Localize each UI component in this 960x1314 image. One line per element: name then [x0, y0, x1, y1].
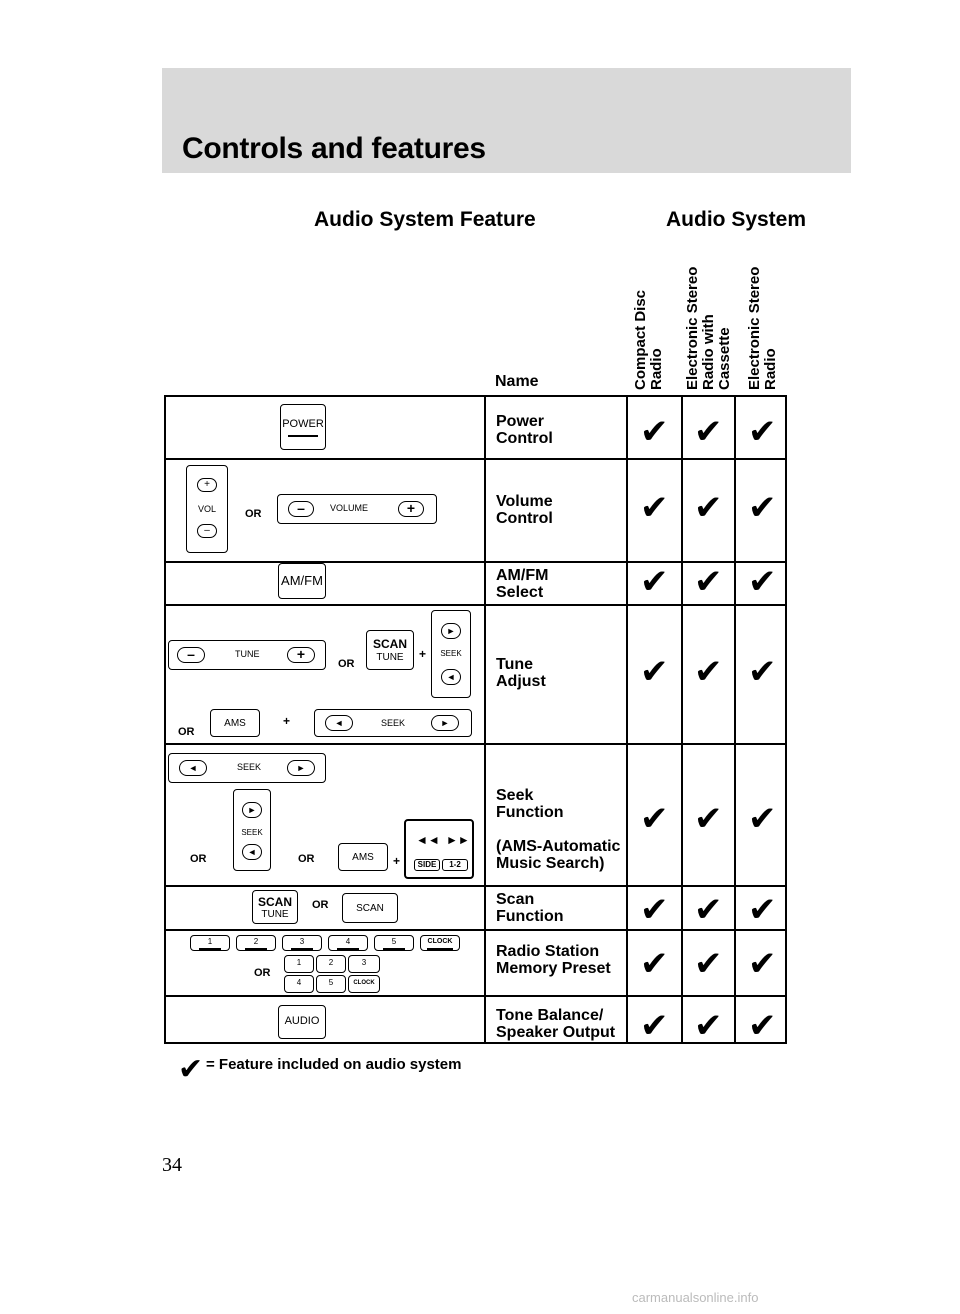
seek-vertical-button: ► SEEK ◄ — [233, 789, 271, 871]
preset-button-5: 5 — [374, 935, 414, 951]
rewind-icon: ◄◄ — [416, 833, 440, 847]
or-label: OR — [298, 853, 315, 865]
preset-button-1: 1 — [190, 935, 230, 951]
system-heading: Audio System — [666, 208, 807, 231]
scan-tune-button: SCAN TUNE — [366, 630, 414, 670]
page-number: 34 — [162, 1154, 182, 1176]
feature-name-volume: Volume Control — [496, 493, 553, 527]
preset-button-3: 3 — [348, 955, 380, 973]
row-divider — [166, 885, 785, 887]
check-mark: ✔ — [694, 891, 723, 929]
seek-up-icon: ► — [441, 623, 461, 639]
seek-down-icon: ◄ — [441, 669, 461, 685]
check-mark: ✔ — [694, 800, 723, 838]
amfm-button: AM/FM — [278, 563, 326, 599]
seek-back-icon: ◄ — [325, 715, 353, 731]
row-divider — [166, 561, 785, 563]
tune-up-icon: + — [287, 647, 315, 663]
check-mark: ✔ — [748, 891, 777, 929]
check-mark: ✔ — [748, 800, 777, 838]
plus-label: + — [393, 854, 401, 868]
check-mark: ✔ — [694, 489, 723, 527]
seek-rocker: ◄ SEEK ► — [168, 753, 326, 783]
check-mark: ✔ — [694, 653, 723, 691]
check-mark: ✔ — [694, 945, 723, 983]
volume-rocker — [277, 494, 437, 524]
scan-button: SCAN — [342, 893, 398, 923]
one-two-button: 1-2 — [442, 859, 468, 871]
tune-rocker — [168, 640, 326, 670]
fast-forward-icon: ►► — [446, 833, 470, 847]
or-label: OR — [178, 726, 195, 738]
check-mark: ✔ — [748, 653, 777, 691]
row-divider — [166, 743, 785, 745]
legend-text: = Feature included on audio system — [206, 1056, 462, 1073]
clock-button: CLOCK — [420, 935, 460, 951]
seek-down-icon: ◄ — [242, 844, 262, 860]
preset-button-1: 1 — [284, 955, 314, 973]
check-mark: ✔ — [640, 413, 669, 451]
or-label: OR — [312, 899, 329, 911]
name-heading: Name — [495, 373, 539, 390]
check-mark: ✔ — [748, 413, 777, 451]
or-label: OR — [245, 508, 262, 520]
preset-button-2: 2 — [236, 935, 276, 951]
or-label: OR — [338, 658, 355, 670]
row-divider — [166, 458, 785, 460]
check-mark: ✔ — [748, 489, 777, 527]
col-divider — [484, 397, 486, 1042]
audio-button: AUDIO — [278, 1005, 326, 1039]
seek-forward-icon: ► — [287, 760, 315, 776]
system-header-radio: Electronic Stereo Radio — [746, 266, 779, 390]
ams-button: AMS — [210, 709, 260, 737]
feature-name-preset: Radio Station Memory Preset — [496, 943, 611, 977]
or-label: OR — [254, 967, 271, 979]
system-header-cassette: Electronic Stereo Radio with Cassette — [684, 266, 733, 390]
feature-name-amfm: AM/FM Select — [496, 567, 549, 601]
row-divider — [166, 995, 785, 997]
check-mark: ✔ — [640, 1007, 669, 1045]
feature-table — [164, 395, 787, 1044]
check-mark: ✔ — [694, 413, 723, 451]
col-divider — [626, 397, 628, 1042]
footer-watermark: carmanualsonline.info — [632, 1290, 759, 1305]
preset-button-4: 4 — [328, 935, 368, 951]
row-divider — [166, 929, 785, 931]
ams-button: AMS — [338, 843, 388, 871]
col-divider — [734, 397, 736, 1042]
seek-forward-icon: ► — [431, 715, 459, 731]
vol-rocker — [186, 465, 228, 553]
feature-name-tune: Tune Adjust — [496, 656, 546, 690]
check-mark: ✔ — [640, 800, 669, 838]
col-divider — [681, 397, 683, 1042]
feature-name-power: Power Control — [496, 413, 553, 447]
vol-up-icon: + — [197, 478, 217, 492]
row-divider — [166, 604, 785, 606]
check-mark: ✔ — [748, 945, 777, 983]
check-mark: ✔ — [748, 1007, 777, 1045]
seek-vertical-button: ► SEEK ◄ — [431, 610, 471, 698]
feature-name-scan: Scan Function — [496, 891, 564, 925]
check-mark: ✔ — [640, 653, 669, 691]
check-mark: ✔ — [640, 891, 669, 929]
power-button: POWER — [280, 404, 326, 450]
preset-button-3: 3 — [282, 935, 322, 951]
plus-label: + — [419, 647, 427, 661]
tape-control-panel — [404, 819, 474, 879]
feature-name-seek: Seek Function (AMS-Automatic Music Search) — [496, 787, 621, 872]
feature-heading: Audio System Feature — [314, 208, 536, 231]
page-title: Controls and features — [182, 132, 486, 165]
check-mark: ✔ — [640, 945, 669, 983]
vol-label: VOL — [197, 504, 216, 514]
plus-label: + — [283, 714, 291, 728]
side-button: SIDE — [414, 859, 440, 871]
legend-check-icon: ✔ — [178, 1053, 204, 1086]
check-mark: ✔ — [640, 563, 669, 601]
seek-rocker: ◄ SEEK ► — [314, 709, 472, 737]
or-label: OR — [190, 853, 207, 865]
tune-down-icon: – — [177, 647, 205, 663]
clock-button: CLOCK — [348, 975, 380, 993]
seek-back-icon: ◄ — [179, 760, 207, 776]
system-header-cd: Compact Disc Radio — [632, 289, 665, 390]
volume-up-icon: + — [398, 501, 424, 517]
preset-button-4: 4 — [284, 975, 314, 993]
scan-tune-button: SCAN TUNE — [252, 890, 298, 924]
tune-label: TUNE — [235, 649, 260, 659]
volume-label: VOLUME — [330, 503, 369, 513]
check-mark: ✔ — [640, 489, 669, 527]
check-mark: ✔ — [694, 1007, 723, 1045]
preset-button-2: 2 — [316, 955, 346, 973]
check-mark: ✔ — [748, 563, 777, 601]
seek-up-icon: ► — [242, 802, 262, 818]
check-mark: ✔ — [694, 563, 723, 601]
preset-button-5: 5 — [316, 975, 346, 993]
vol-down-icon: – — [197, 524, 217, 538]
feature-name-tone: Tone Balance/ Speaker Output — [496, 1007, 616, 1041]
volume-down-icon: – — [288, 501, 314, 517]
